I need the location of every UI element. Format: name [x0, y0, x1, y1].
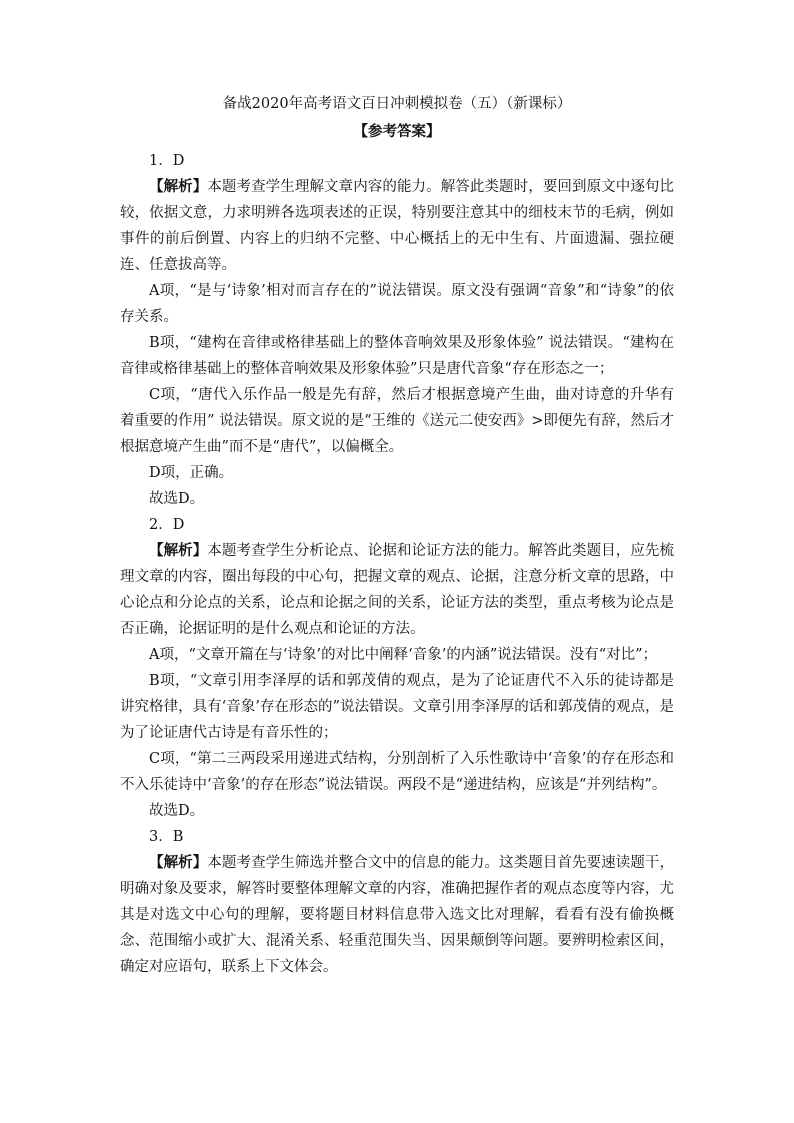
analysis-text: 本题考查学生理解文章内容的能力。解答此类题时，要回到原文中逐句比较，依据文意，力求明辨各选项表述的正误，特别要注意其中的细枝末节的毛病，例如事件的前后倒置、内容上的归纳不完整、中心概括上的无中生有、片面遗漏、强拉硬连、任意拔高等。 [120, 179, 674, 273]
document-page [120, 90, 674, 980]
question-2-option-b: B项，“文章引用李泽厚的话和郭茂倩的观点，是为了论证唐代不入乐的徒诗都是讲究格律，具有‘音象’存在形态的”说法错误。文章引用李泽厚的话和郭茂倩的观点，是为了论证唐代古诗是有音乐性的； [120, 673, 674, 741]
question-1-option-a: A项，“是与‘诗象’相对而言存在的”说法错误。原文没有强调“音象”和“诗象”的依存关系。 [120, 283, 674, 325]
question-3-answer: 3．B [149, 829, 184, 845]
question-2-option-a: A项，“文章开篇在与‘诗象’的对比中阐释‘音象’的内涵”说法错误。没有“对比”； [149, 647, 658, 663]
question-2-answer: 2．D [149, 517, 185, 533]
question-2-conclusion: 故选D。 [149, 803, 205, 819]
document-title: 备战2020年高考语文百日冲刺模拟卷（五）（新课标） [222, 96, 572, 112]
analysis-text: 本题考查学生分析论点、论据和论证方法的能力。解答此类题目，应先梳理文章的内容，圈出每段的中心句，把握文章的观点、论据，注意分析文章的思路，中心论点和分论点的关系，论点和论据之间的关系，论证方法的类型，重点考核为论点是否正确，论据证明的是什么观点和论证的方法。 [120, 543, 674, 637]
question-2-option-c: C项，“第二三两段采用递进式结构，分别剖析了入乐性歌诗中‘音象’的存在形态和不入乐徒诗中‘音象’的存在形态”说法错误。两段不是“递进结构，应该是“并列结构”。 [120, 751, 674, 793]
question-1-option-c: C项，“唐代入乐作品一般是先有辞，然后才根据意境产生曲，曲对诗意的升华有着重要的作用” 说法错误。原文说的是“王维的《送元二使安西》>即便先有辞，然后才根据意境产生曲”而不是“唐代”，以偏概全。 [120, 387, 674, 455]
analysis-tag: 【解析】 [149, 542, 208, 559]
question-1-option-b: B项，“建构在音律或格律基础上的整体音响效果及形象体验” 说法错误。“建构在音律或格律基础上的整体音响效果及形象体验”只是唐代音象“存在形态之一； [120, 335, 674, 377]
analysis-tag: 【解析】 [149, 178, 208, 195]
question-3-analysis [120, 850, 674, 980]
question-1-option-d: D项，正确。 [149, 465, 234, 481]
analysis-text: 本题考查学生筛选并整合文中的信息的能力。这类题目首先要速读题干，明确对象及要求，解答时要整体理解文章的内容，准确把握作者的观点态度等内容，尤其是对选文中心句的理解，要将题目材料信息带入选文比对理解，看看有没有偷换概念、范围缩小或扩大、混淆关系、轻重范围失当、因果颠倒等问题。要辨明检索区间，确定对应语句，联系上下文体会。 [120, 855, 674, 975]
question-1-analysis [120, 174, 674, 278]
answer-heading: 【参考答案】 [353, 123, 441, 140]
analysis-tag: 【解析】 [149, 854, 208, 871]
question-1-conclusion: 故选D。 [149, 491, 205, 507]
question-2-analysis [120, 538, 674, 642]
question-1-answer: 1．D [149, 153, 185, 169]
